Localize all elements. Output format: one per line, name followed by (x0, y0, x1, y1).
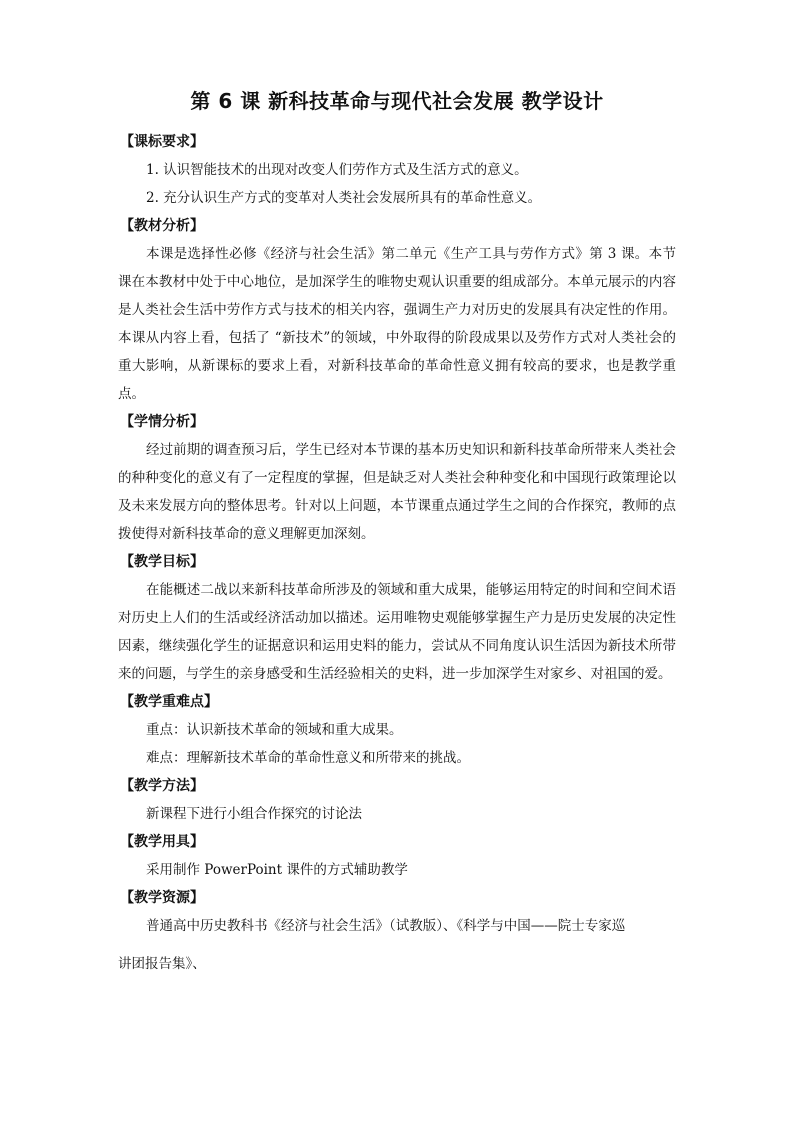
section-heading-textbook: 【教材分析】 (120, 218, 204, 234)
section-key-points (118, 688, 676, 772)
section-methods (118, 772, 676, 828)
section-students (118, 408, 676, 548)
document-page (118, 86, 676, 978)
section-heading-key-points: 【教学重难点】 (120, 694, 218, 710)
methods-body: 新课程下进行小组合作探究的讨论法 (146, 806, 362, 822)
section-curriculum (118, 128, 676, 212)
students-body: 经过前期的调查预习后，学生已经对本节课的基本历史知识和新科技革命所带来人类社会的种种变化的意义有了一定程度的掌握，但是缺乏对人类社会种种变化和中国现行政策理论以及未来发展方向的整体思考。针对以上问题，本节课重点通过学生之间的合作探究，教师的点拨使得对新科技革命的意义理解更加深刻。 (118, 442, 676, 542)
objectives-body: 在能概述二战以来新科技革命所涉及的领域和重大成果，能够运用特定的时间和空间术语对历史上人们的生活或经济活动加以描述。运用唯物史观能够掌握生产力是历史发展的决定性因素，继续强化学生的证据意识和运用史料的能力，尝试从不同角度认识生活因为新技术所带来的问题，与学生的亲身感受和生活经验相关的史料，进一步加深学生对家乡、对祖国的爱。 (118, 582, 676, 682)
section-heading-tools: 【教学用具】 (120, 834, 204, 850)
section-heading-students: 【学情分析】 (120, 414, 204, 430)
tools-body: 采用制作 PowerPoint 课件的方式辅助教学 (146, 862, 408, 878)
section-heading-curriculum: 【课标要求】 (120, 134, 204, 150)
curriculum-item-1: 1. 认识智能技术的出现对改变人们劳作方式及生活方式的意义。 (146, 162, 528, 178)
key-point-item: 重点：认识新技术革命的领域和重大成果。 (146, 722, 403, 738)
section-objectives (118, 548, 676, 688)
resources-body: 普通高中历史教科书《经济与社会生活》（试教版）、《科学与中国——院士专家巡 (146, 918, 626, 934)
section-tools (118, 828, 676, 884)
section-heading-objectives: 【教学目标】 (120, 554, 204, 570)
resources-body-continued: 讲团报告集》、 (118, 956, 206, 972)
section-textbook (118, 212, 676, 408)
curriculum-item-2: 2. 充分认识生产方式的变革对人类社会发展所具有的革命性意义。 (146, 190, 542, 206)
textbook-body: 本课是选择性必修《经济与社会生活》第二单元《生产工具与劳作方式》第 3 课。本节课在本教材中处于中心地位，是加深学生的唯物史观认识重要的组成部分。本单元展示的内容是人类社会生活中劳作方式与技术的相关内容，强调生产力对历史的发展具有决定性的作用。本课从内容上看，包括了 “新技术”的领域，中外取得的阶段成果以及劳作方式对人类社会的重大影响，从新课标的要求上看，对新科技革命的革命性意义拥有较高的要求，也是教学重点。 (118, 246, 676, 402)
document-title: 第 6 课 新科技革命与现代社会发展 教学设计 (190, 89, 604, 113)
section-heading-resources: 【教学资源】 (120, 890, 204, 906)
difficult-point-item: 难点：理解新技术革命的革命性意义和所带来的挑战。 (146, 750, 470, 766)
section-heading-methods: 【教学方法】 (120, 778, 204, 794)
section-resources (118, 884, 676, 978)
